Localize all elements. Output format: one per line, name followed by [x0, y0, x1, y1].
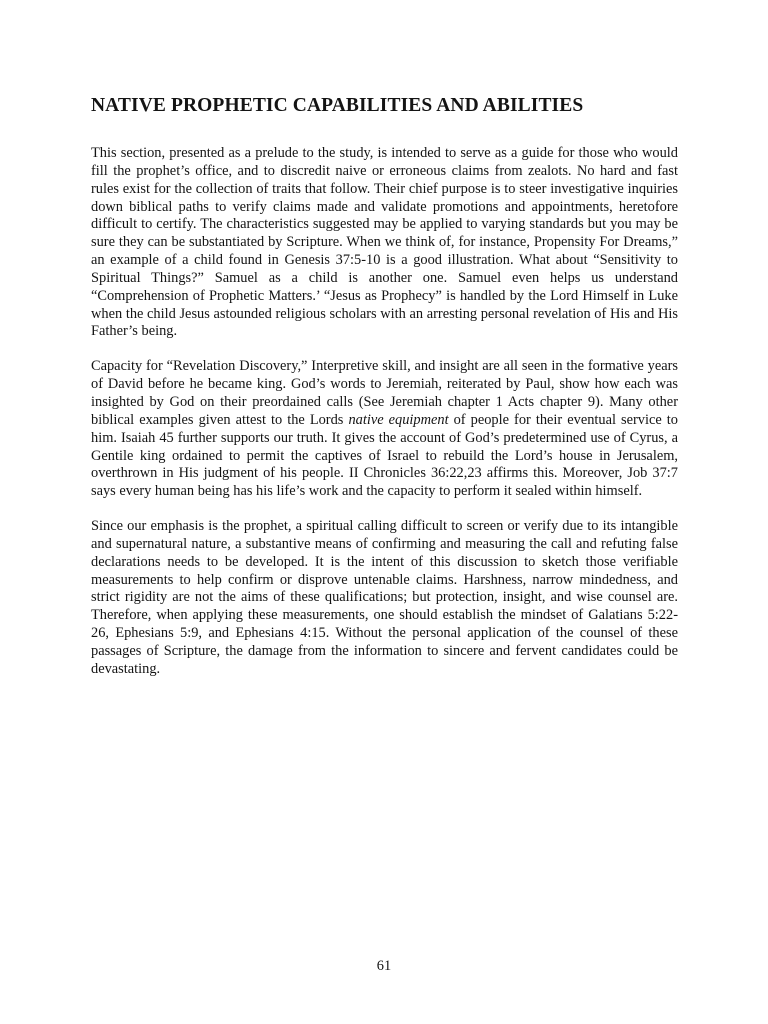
paragraph-2 [91, 358, 678, 501]
paragraph-1 [91, 145, 678, 341]
paragraph-2-text-start: Capacity for “Revelation Discovery,” Interpretive skill, and insight are all seen in the formative years of David before he became king. God’s words to Jeremiah, reiterated by Paul, show how each was insighted by God on their preordained calls (See Jeremiah chapter 1 Acts chapter 9). Many other biblical examples given attest to the Lords [91, 358, 678, 428]
paragraph-3-text: Since our emphasis is the prophet, a spiritual calling difficult to screen or verify due to its intangible and supernatural nature, a substantive means of confirming and measuring the call and refuting false declarations needs to be developed. It is the intent of this discussion to sketch those verifiable measurements to help confirm or disprove untenable claims. Harshness, narrow mindedness, and strict rigidity are not the aims of these qualifications; but protection, insight, and wise counsel are. Therefore, when applying these measurements, one should establish the mindset of Galatians 5:22-26, Ephesians 5:9, and Ephesians 4:15. Without the personal application of the counsel of these passages of Scripture, the damage from the information to sincere and fervent candidates could be devastating. [91, 518, 678, 677]
section-title: NATIVE PROPHETIC CAPABILITIES AND ABILITIES [91, 95, 584, 116]
paragraph-3 [91, 518, 678, 679]
paragraph-2-emphasis: native equipment [348, 411, 449, 428]
document-page [91, 92, 678, 696]
paragraph-1-text: This section, presented as a prelude to the study, is intended to serve as a guide for those who would fill the prophet’s office, and to discredit naive or erroneous claims from zealots. No hard and fast rules exist for the collection of traits that follow. Their chief purpose is to steer investigative inquiries down biblical paths to verify claims made and validate promotions and appointments, heretofore difficult to certify. The characteristics suggested may be applied to varying standards but you may be sure they can be substantiated by Scripture. When we think of, for instance, Propensity For Dreams,” an example of a child found in Genesis 37:5-10 is a good illustration. What about “Sensitivity to Spiritual Things?” Samuel as a child is another one. Samuel even helps us understand “Comprehension of Prophetic Matters.’ “Jesus as Prophecy” is handled by the Lord Himself in Luke when the child Jesus astounded religious scholars with an arresting personal revelation of His and His Father’s being. [91, 145, 678, 340]
paragraph-2-text-end: of people for their eventual service to him. Isaiah 45 further supports our truth. It gives the account of God’s predetermined use of Cyrus, a Gentile king ordained to permit the captives of Israel to rebuild the Lord’s house in Jerusalem, overthrown in His judgment of his people. II Chronicles 36:22,23 affirms this. Moreover, Job 37:7 says every human being has his life’s work and the capacity to perform it sealed within himself. [91, 411, 678, 500]
page-number: 61 [376, 958, 392, 974]
